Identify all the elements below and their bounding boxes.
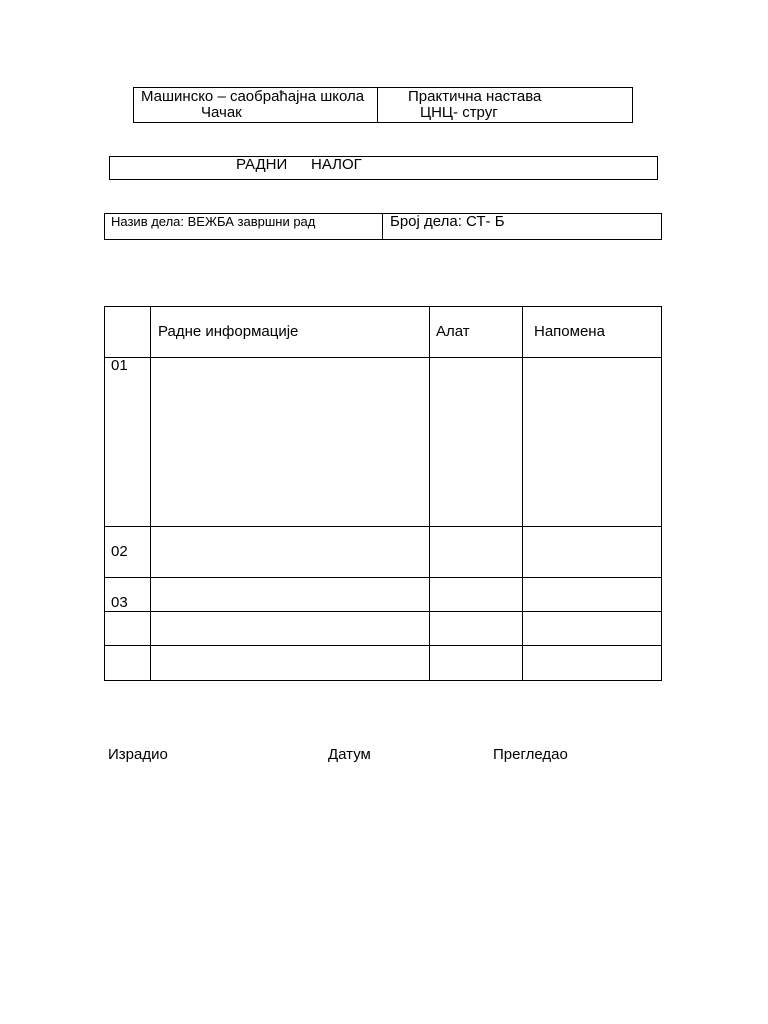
row-number: 01 bbox=[111, 357, 128, 374]
column-header-note: Напомена bbox=[534, 323, 605, 340]
footer-made-by: Израдио bbox=[108, 746, 168, 763]
part-info-divider bbox=[382, 213, 383, 240]
row-divider-4 bbox=[104, 645, 662, 646]
row-number: 03 bbox=[111, 594, 128, 611]
subject-name: Практична настава bbox=[408, 88, 542, 105]
row-divider-1 bbox=[104, 526, 662, 527]
col-divider-2 bbox=[429, 306, 430, 681]
column-header-tool: Алат bbox=[436, 323, 470, 340]
row-number: 02 bbox=[111, 543, 128, 560]
column-header-info: Радне информације bbox=[158, 323, 299, 340]
header-divider bbox=[377, 87, 378, 123]
school-name: Машинско – саобраћајна школа bbox=[141, 88, 365, 105]
row-divider-2 bbox=[104, 577, 662, 578]
title-box bbox=[109, 156, 658, 180]
subject-machine: ЦНЦ- струг bbox=[420, 104, 498, 121]
col-divider-3 bbox=[522, 306, 523, 681]
page-title-word2: НАЛОГ bbox=[311, 156, 362, 173]
footer-date: Датум bbox=[328, 746, 371, 763]
row-divider-header bbox=[104, 357, 662, 358]
part-number-label: Број дела: СТ- Б bbox=[390, 213, 505, 230]
work-table bbox=[104, 306, 662, 681]
page-title-word1: РАДНИ bbox=[236, 156, 288, 173]
row-divider-3 bbox=[104, 611, 662, 612]
footer-reviewed-by: Прегледао bbox=[493, 746, 568, 763]
col-divider-1 bbox=[150, 306, 151, 681]
part-name-label: Назив дела: ВЕЖБА завршни рад bbox=[111, 214, 316, 229]
school-city: Чачак bbox=[201, 104, 242, 121]
